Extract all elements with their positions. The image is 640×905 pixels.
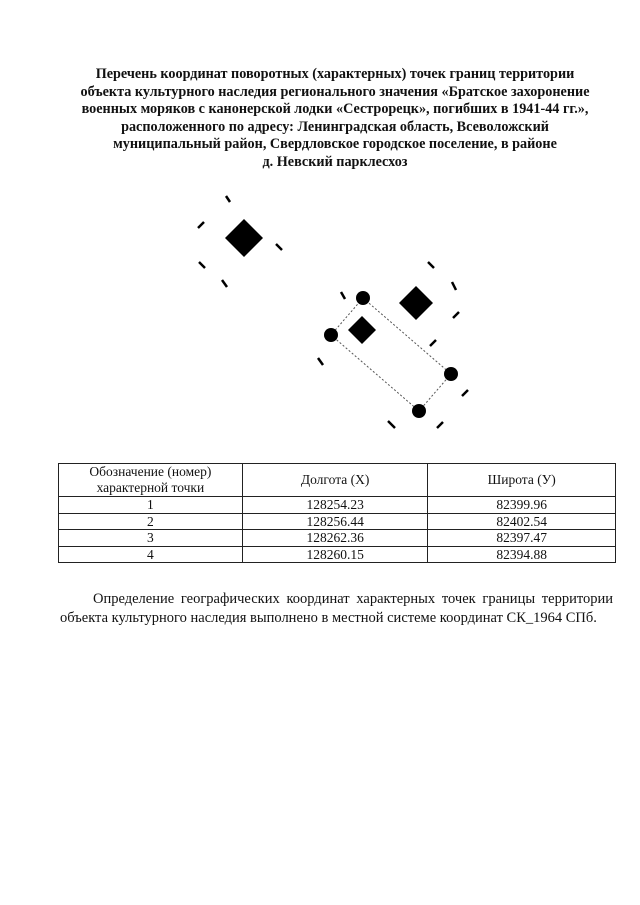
title-line: муниципальный район, Свердловское городское поселение, в районе xyxy=(113,136,557,153)
corner-tick xyxy=(318,358,323,365)
table-row xyxy=(59,546,616,563)
corner-tick xyxy=(462,390,468,396)
boundary-point-4 xyxy=(412,404,426,418)
boundary-point-1 xyxy=(324,328,338,342)
coordinates-table xyxy=(58,463,616,563)
point-longitude: 128260.15 xyxy=(242,546,428,563)
point-latitude: 82399.96 xyxy=(428,497,616,514)
boundary-point-2 xyxy=(356,291,370,305)
title-line: расположенного по адресу: Ленинградская область, Всеволожский xyxy=(121,118,549,135)
corner-tick xyxy=(199,262,205,268)
point-longitude: 128254.23 xyxy=(242,497,428,514)
monument-marker-left xyxy=(225,219,263,257)
territory-boundary xyxy=(331,298,451,411)
header-point-number xyxy=(59,464,243,497)
title-line: военных моряков с канонерской лодки «Сестрорецк», погибших в 1941-44 гг.», xyxy=(81,101,589,118)
point-latitude: 82402.54 xyxy=(428,513,616,530)
point-latitude: 82397.47 xyxy=(428,530,616,547)
monument-marker-right xyxy=(399,286,433,320)
title-line: Перечень координат поворотных (характерных) точек границ территории xyxy=(95,66,575,82)
corner-tick xyxy=(437,422,443,428)
point-longitude: 128256.44 xyxy=(242,513,428,530)
table-row xyxy=(59,513,616,530)
header-latitude: Широта (У) xyxy=(428,464,616,497)
corner-tick xyxy=(341,292,345,299)
title-line: объекта культурного наследия регионального значения «Братское захоронение xyxy=(80,83,590,100)
point-number: 3 xyxy=(59,530,243,547)
corner-tick xyxy=(226,196,230,202)
point-number: 1 xyxy=(59,497,243,514)
monument-marker-center xyxy=(348,316,376,344)
note-text: Определение географических координат характерных точек границы территории объекта культурного наследия выполнено в местной системе координат СК_1964 СПб. xyxy=(60,591,613,626)
table-row xyxy=(59,497,616,514)
point-number: 4 xyxy=(59,546,243,563)
header-point-number-label: Обозначение (номер) характерной точки xyxy=(89,464,212,495)
corner-tick xyxy=(453,312,459,318)
coordinate-system-note xyxy=(60,590,613,628)
table-row xyxy=(59,530,616,547)
boundary-point-3 xyxy=(444,367,458,381)
point-longitude: 128262.36 xyxy=(242,530,428,547)
header-longitude: Долгота (X) xyxy=(242,464,428,497)
point-latitude: 82394.88 xyxy=(428,546,616,563)
table-header-row xyxy=(59,464,616,497)
title-line: д. Невский парклесхоз xyxy=(262,153,408,170)
corner-tick xyxy=(222,280,227,287)
corner-tick xyxy=(428,262,434,268)
corner-tick xyxy=(198,222,204,228)
corner-tick xyxy=(430,340,436,346)
corner-tick xyxy=(388,421,395,428)
corner-tick xyxy=(452,282,456,290)
corner-tick xyxy=(276,244,282,250)
point-number: 2 xyxy=(59,513,243,530)
